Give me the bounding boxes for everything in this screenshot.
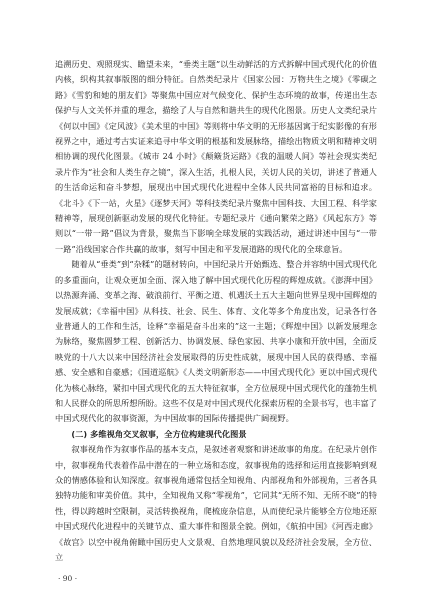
section-heading: (二) 多维视角交叉叙事，全方位构建现代化图景: [71, 428, 247, 439]
paragraph: 叙事视角作为叙事作品的基本支点，是叙述者观察和讲述故事的角度。在纪录片创作中，叙事视角代表着作品中潜在的一种立场和态度，叙事视角的选择和运用直接影响到观众的情感体验和认知深度。叙事视角通常包括全知视角、内部视角和外部视角，三者各具独特功能和审美价值。其中，全知视角又称“零视角”，它同其“无所不知、无所不晓”的特性，得以跨越时空限制，灵活转换视角，爬梳庞杂信息，从而使纪录片能够全方位地还原中国式现代化进程中的关键节点、重大事件和图景全貌。例如，《航拍中国》《河西走廊》《故宫》以空中视角俯瞰中国历史人文景观、自然地理风貌以及经济社会发展，全方位、立: [55, 444, 377, 562]
paragraph: 追溯历史、观照现实、瞻望未来，“垂类主题”以生动鲜活的方式拆解中国式现代化的价值内核，织构其叙事版图的细分特征。自然类纪录片《国家公园：万物共生之境》《零碳之路》《雪豹和她的朋友们》等聚焦中国应对气候变化、保护生态环境的故事，传递出生态保护与人文关怀并重的理念，描绘了人与自然和谐共生的现代化图景。历史人文类纪录片《何以中国》《定风波》《美术里的中国》等则将中华文明的无形基因寓于纪实影像的有形视界之中，通过考古实证来追寻中华文明的根基和发展脉络，描绘出物质文明和精神文明相协调的现代化图景。《城市 24 小时》《颠簸货运路》《我的温暖人间》等社会现实类纪录片作为“社会和人类生存之镜”，深入生活，扎根人民，关切人民的关切，讲述了普通人的生活命运和奋斗梦想，展现出中国式现代化进程中全体人民共同富裕的目标和追求。《北斗》《下一站，火星》《逐梦天河》等科技类纪录片聚焦中国科技、大国工程、科学家精神等，展现创新驱动发展的现代化特征。专题纪录片《通向繁荣之路》《风起东方》等则以“一带一路”倡议为背景，聚焦当下影响全球发展的实践活动，通过讲述中国与“一带一路”沿线国家合作共赢的故事，刻写中国走和平发展道路的现代化的全球意旨。: [55, 59, 377, 254]
page-number: · 90 ·: [58, 574, 78, 583]
paragraph: 随着从“垂类”到“杂糅”的题材转向，中国纪录片开始甄选、整合并容纳中国式现代化的多重面向，让观众更加全面、深入地了解中国式现代化历程的辉煌成就。《澎湃中国》以热源奔涌、变革之海、破浪前行、平衡之道、机遇沃土五大主题向世界呈现中国辉煌的发展成就；《幸福中国》从科技、社会、民生、体育、文化等多个角度出发，记录各行各业普通人的工作和生活，诠释“幸福是奋斗出来的”这一主题；《辉煌中国》以新发展理念为脉络，聚焦圆梦工程、创新活力、协调发展、绿色家园、共享小康和开放中国，全面反映党的十八大以来中国经济社会发展取得的历史性成就，展现中国人民的获得感、幸福感、安全感和自豪感；《国道巡航》《人类文明新形态——中国式现代化》更以中国式现代化为核心脉络，紧扣中国式现代化的五大特征叙事，全方位展现中国式现代化的蓬勃生机和人民群众的所思所想所盼。这些不仅是对中国式现代化探索历程的全景书写，也丰富了中国式现代化的叙事资源，为中国故事的国际传播提供广阔视野。: [55, 259, 377, 424]
body-text: [55, 57, 377, 565]
